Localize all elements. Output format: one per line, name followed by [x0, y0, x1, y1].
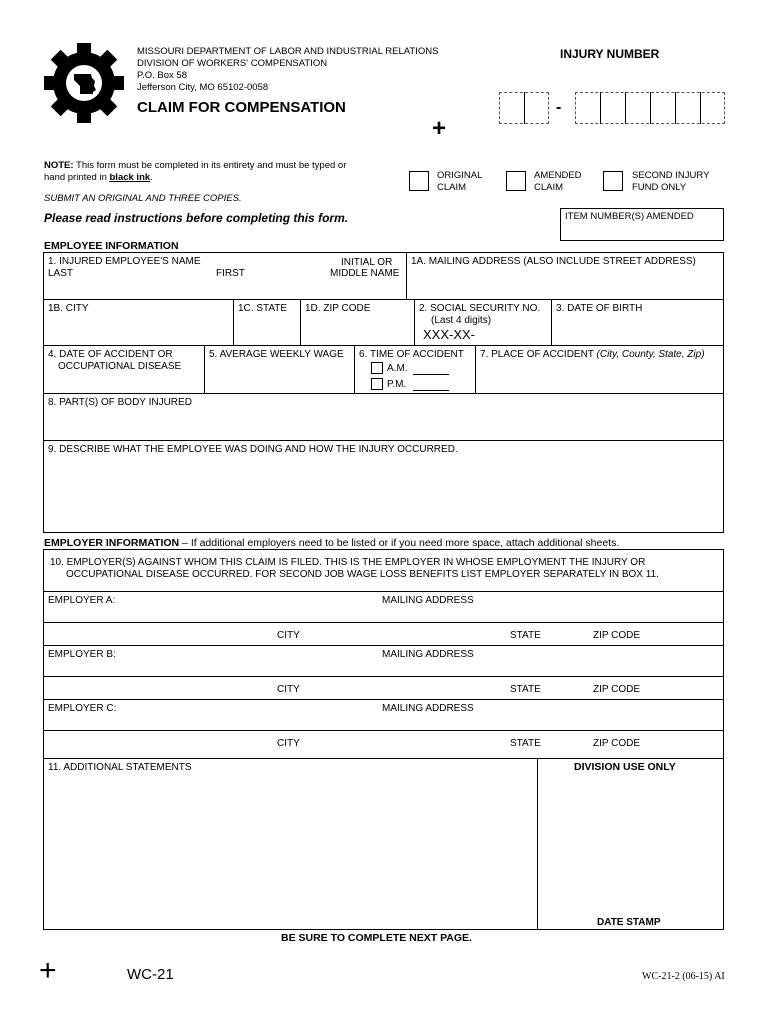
employer-b-label: EMPLOYER B: [48, 649, 116, 660]
employer-a-state-label: STATE [510, 630, 541, 641]
employer-c-zip-label: ZIP CODE [593, 738, 641, 749]
agency-line-1: MISSOURI DEPARTMENT OF LABOR AND INDUSTRIAL RELATIONS [137, 46, 439, 57]
place-of-accident-field[interactable] [476, 346, 723, 393]
average-weekly-wage-field[interactable] [205, 346, 354, 393]
digit-divider [650, 92, 651, 124]
divider [43, 622, 724, 623]
agency-line-4: Jefferson City, MO 65102-0058 [137, 82, 269, 93]
form-id: WC-21 [127, 966, 174, 983]
injury-description-field[interactable] [44, 441, 723, 532]
original-claim-label-2: CLAIM [437, 182, 467, 193]
employer-section-title: EMPLOYER INFORMATION – If additional employers need to be listed or if you need more space, attach additional sheets. [44, 537, 620, 549]
read-instructions-note: Please read instructions before completing this form. [44, 211, 349, 225]
date-of-birth-field[interactable] [552, 300, 723, 345]
second-injury-label-2: FUND ONLY [632, 182, 687, 193]
date-of-birth-label: 3. DATE OF BIRTH [556, 303, 643, 314]
form-revision-code: WC-21-2 (06-15) AI [642, 971, 725, 982]
additional-statements-field[interactable] [44, 759, 537, 929]
am-time-line [413, 374, 449, 375]
average-weekly-wage-label: 5. AVERAGE WEEKLY WAGE [209, 349, 344, 360]
submit-copies-note: SUBMIT AN ORIGINAL AND THREE COPIES. [44, 193, 242, 204]
divider [43, 730, 724, 731]
pm-checkbox[interactable] [371, 378, 383, 390]
complete-next-page-note: BE SURE TO COMPLETE NEXT PAGE. [281, 932, 472, 944]
ssn-prefix: XXX-XX- [423, 327, 476, 342]
date-of-accident-field[interactable] [44, 346, 204, 393]
second-injury-fund-checkbox[interactable] [603, 171, 623, 191]
mailing-address-label: 1A. MAILING ADDRESS (ALSO INCLUDE STREET ADDRESS) [411, 256, 696, 267]
amended-claim-checkbox[interactable] [506, 171, 526, 191]
date-stamp-label: DATE STAMP [597, 917, 661, 928]
ssn-hint: (Last 4 digits) [431, 315, 492, 326]
employee-initial-label-1: INITIAL OR [341, 257, 393, 268]
employer-a-zip-label: ZIP CODE [593, 630, 641, 641]
injury-number-dash: - [556, 99, 562, 116]
divider [537, 758, 538, 930]
divider [43, 676, 724, 677]
item-numbers-amended-field[interactable] [560, 208, 724, 241]
pm-time-line [413, 390, 449, 391]
employer-b-zip-label: ZIP CODE [593, 684, 641, 695]
employer-b-city-label: CITY [277, 684, 300, 695]
employee-first-label: FIRST [216, 268, 245, 279]
employer-instructions-1: 10. EMPLOYER(S) AGAINST WHOM THIS CLAIM IS FILED. THIS IS THE EMPLOYER IN WHOSE EMPLOYMENT THE INJURY OR [50, 557, 646, 568]
missouri-seal-icon [44, 43, 124, 123]
registration-mark-top: + [432, 115, 447, 142]
pm-label: P.M. [387, 379, 407, 390]
am-checkbox[interactable] [371, 362, 383, 374]
body-parts-field[interactable] [44, 394, 723, 440]
note-line-1: NOTE: This form must be completed in its entirety and must be typed or [44, 160, 347, 171]
digit-divider [675, 92, 676, 124]
item-numbers-amended-label: ITEM NUMBER(S) AMENDED [565, 211, 694, 222]
digit-divider [600, 92, 601, 124]
zip-label: 1D. ZIP CODE [305, 303, 371, 314]
time-of-accident-label: 6. TIME OF ACCIDENT [359, 349, 464, 360]
employer-c-city-label: CITY [277, 738, 300, 749]
employer-a-mailing-label: MAILING ADDRESS [382, 595, 474, 606]
injury-number-label: INJURY NUMBER [560, 47, 660, 61]
agency-line-2: DIVISION OF WORKERS' COMPENSATION [137, 58, 328, 69]
original-claim-label-1: ORIGINAL [437, 170, 483, 181]
digit-divider [700, 92, 701, 124]
city-label: 1B. CITY [48, 303, 89, 314]
additional-statements-label: 11. ADDITIONAL STATEMENTS [48, 762, 192, 773]
mailing-address-field[interactable] [407, 253, 723, 299]
digit-divider [625, 92, 626, 124]
employee-initial-label-2: MIDDLE NAME [330, 268, 400, 279]
digit-divider [524, 92, 525, 124]
date-of-accident-label-1: 4. DATE OF ACCIDENT OR [48, 349, 173, 360]
form-title: CLAIM FOR COMPENSATION [137, 99, 346, 116]
ssn-label: 2. SOCIAL SECURITY NO. [419, 303, 541, 314]
division-use-label: DIVISION USE ONLY [574, 761, 676, 773]
employer-instructions-2: OCCUPATIONAL DISEASE OCCURRED. FOR SECOND JOB WAGE LOSS BENEFITS LIST EMPLOYER SEPARATELY IN BOX 11. [66, 569, 659, 580]
body-parts-label: 8. PART(S) OF BODY INJURED [48, 397, 192, 408]
amended-claim-label-1: AMENDED [534, 170, 582, 181]
employer-c-label: EMPLOYER C: [48, 703, 117, 714]
date-of-accident-label-2: OCCUPATIONAL DISEASE [58, 361, 182, 372]
employee-section-title: EMPLOYEE INFORMATION [44, 240, 179, 252]
ssn-field[interactable] [415, 300, 551, 345]
employer-c-mailing-label: MAILING ADDRESS [382, 703, 474, 714]
employer-a-city-label: CITY [277, 630, 300, 641]
note-line-2: hand printed in black ink. [44, 172, 153, 183]
amended-claim-label-2: CLAIM [534, 182, 564, 193]
am-label: A.M. [387, 363, 408, 374]
place-of-accident-label: 7. PLACE OF ACCIDENT [480, 349, 594, 360]
employer-c-state-label: STATE [510, 738, 541, 749]
agency-line-3: P.O. Box 58 [137, 70, 187, 81]
zip-field[interactable] [301, 300, 414, 345]
state-field[interactable] [234, 300, 300, 345]
employer-b-state-label: STATE [510, 684, 541, 695]
second-injury-label-1: SECOND INJURY [632, 170, 710, 181]
employer-a-label: EMPLOYER A: [48, 595, 116, 606]
city-field[interactable] [44, 300, 233, 345]
injury-description-label: 9. DESCRIBE WHAT THE EMPLOYEE WAS DOING AND HOW THE INJURY OCCURRED. [48, 444, 458, 455]
original-claim-checkbox[interactable] [409, 171, 429, 191]
employee-last-label: LAST [48, 268, 74, 279]
employer-b-mailing-label: MAILING ADDRESS [382, 649, 474, 660]
registration-mark-bottom: + [39, 954, 57, 987]
place-of-accident-hint: (City, County, State, Zip) [596, 349, 705, 360]
employee-name-label: 1. INJURED EMPLOYEE'S NAME [48, 256, 201, 267]
state-label: 1C. STATE [238, 303, 288, 314]
